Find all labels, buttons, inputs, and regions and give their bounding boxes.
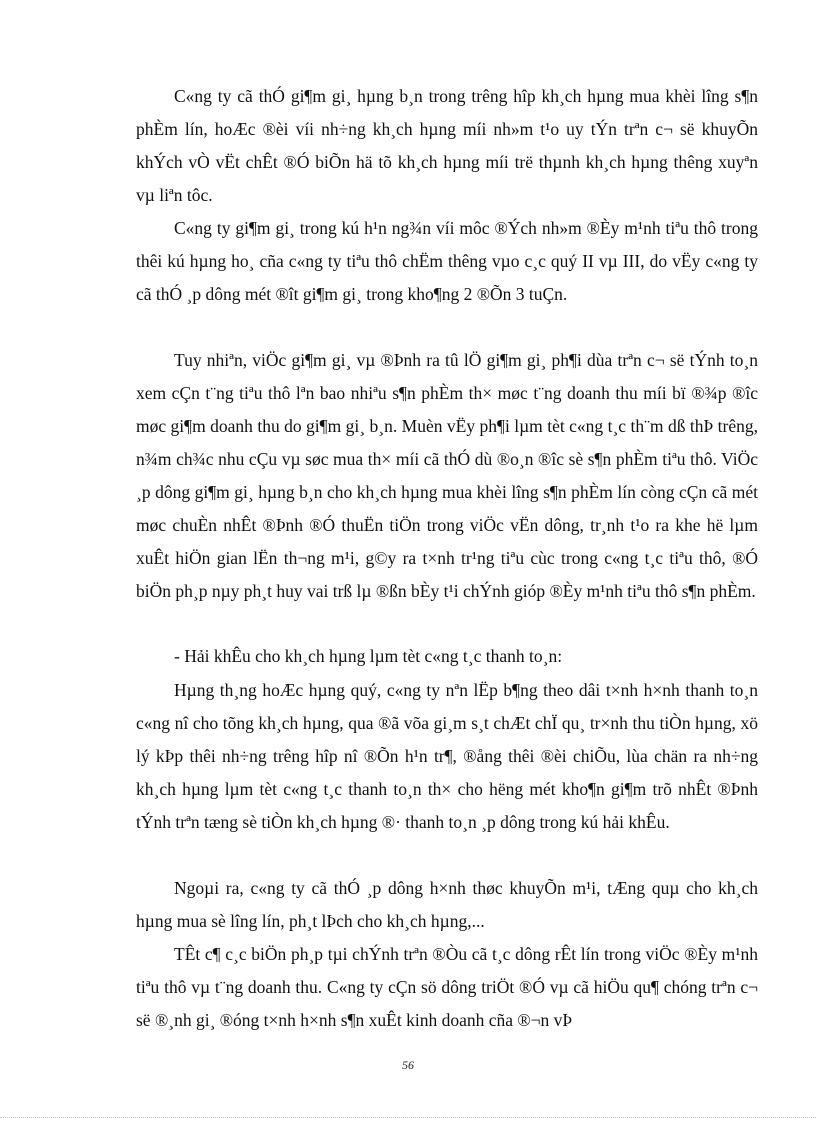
paragraph-discount-rate: Tuy nhiªn, viÖc gi¶m gi¸ vµ ®Þnh ra tû lÖ gi¶m gi¸ ph¶i dùa trªn c¬ së tÝnh to¸n xem cÇn t¨ng tiªu thô lªn bao nhiªu s¶n phÈm th× møc t¨ng doanh thu míi bï ®¾p ®îc møc gi¶m doanh thu do gi¶m gi¸ b¸n. Muèn vËy ph¶i lµm tèt c«ng t¸c th¨m dß thÞ trêng, n¾m ch¾c nhu cÇu vµ søc mua th× míi cã thÓ dù ®o¸n ®îc sè s¶n phÈm tiªu thô. ViÖc ¸p dông gi¶m gi¸ hµng b¸n cho kh¸ch hµng mua khèi lîng s¶n phÈm lín còng cÇn cã mét møc chuÈn nhÊt ®Þnh ®Ó thuËn tiÖn trong viÖc vËn dông, tr¸nh t¹o ra khe hë lµm xuÊt hiÖn gian lËn th¬ng m¹i, g©y ra t×nh tr¹ng tiªu cùc trong c«ng t¸c tiªu thô, ®Ó biÖn ph¸p nµy ph¸t huy vai trß lµ ®ßn bÈy t¹i chÝnh gióp ®Èy m¹nh tiªu thô s¶n phÈm. [136,350,758,601]
paragraph-financial-measures: TÊt c¶ c¸c biÖn ph¸p tµi chÝnh trªn ®Òu cã t¸c dông rÊt lín trong viÖc ®Èy m¹nh tiªu thô vµ t¨ng doanh thu. C«ng ty cÇn sö dông triÖt ®Ó vµ cã hiÖu qu¶ chóng trªn c¬ së ®¸nh gi¸ ®óng t×nh h×nh s¶n xuÊt kinh doanh cña ®¬n vÞ [136,944,758,1030]
paragraph-promotions: Ngoµi ra, c«ng ty cã thÓ ¸p dông h×nh thøc khuyÕn m¹i, tÆng quµ cho kh¸ch hµng mua sè lîng lín, ph¸t lÞch cho kh¸ch hµng,... [136,878,758,931]
paragraph-short-term-discount: C«ng ty gi¶m gi¸ trong kú h¹n ng¾n víi môc ®Ých nh»m ®Èy m¹nh tiªu thô trong thêi kú hµng ho¸ cña c«ng ty tiªu thô chËm thêng vµo c¸c quý II vµ III, do vËy c«ng ty cã thÓ ¸p dông mét ®ît gi¶m gi¸ trong kho¶ng 2 ®Õn 3 tuÇn. [136,218,758,304]
paragraph-payment-tracking: Hµng th¸ng hoÆc hµng quý, c«ng ty nªn lËp b¶ng theo dâi t×nh h×nh thanh to¸n c«ng nî cho tõng kh¸ch hµng, qua ®ã võa gi¸m s¸t chÆt chÏ qu¸ tr×nh thu tiÒn hµng, xö lý kÞp thêi nh÷ng trêng hîp nî ®Õn h¹n tr¶, ®ång thêi ®èi chiÕu, lùa chän ra nh÷ng kh¸ch hµng lµm tèt c«ng t¸c thanh to¸n th× cho hëng mét kho¶n gi¶m trõ nhÊt ®Þnh tÝnh trªn tæng sè tiÒn kh¸ch hµng ®· thanh to¸n ¸p dông trong kú hải khÊu. [136,680,758,832]
page-number: 56 [402,1058,414,1072]
paragraph-payment-discount-heading: - Hải khÊu cho kh¸ch hµng lµm tèt c«ng t¸c thanh to¸n: [174,646,563,666]
paragraph-customer-discount: C«ng ty cã thÓ gi¶m gi¸ hµng b¸n trong trêng hîp kh¸ch hµng mua khèi lîng s¶n phÈm lín, hoÆc ®èi víi nh÷ng kh¸ch hµng míi nh»m t¹o uy tÝn trªn c¬ së khuyÕn khÝch vÒ vËt chÊt ®Ó biÕn hä tõ kh¸ch hµng míi trë thµnh kh¸ch hµng thêng xuyªn vµ liªn tôc. [136,86,758,205]
page-bottom-divider [0,1117,816,1118]
